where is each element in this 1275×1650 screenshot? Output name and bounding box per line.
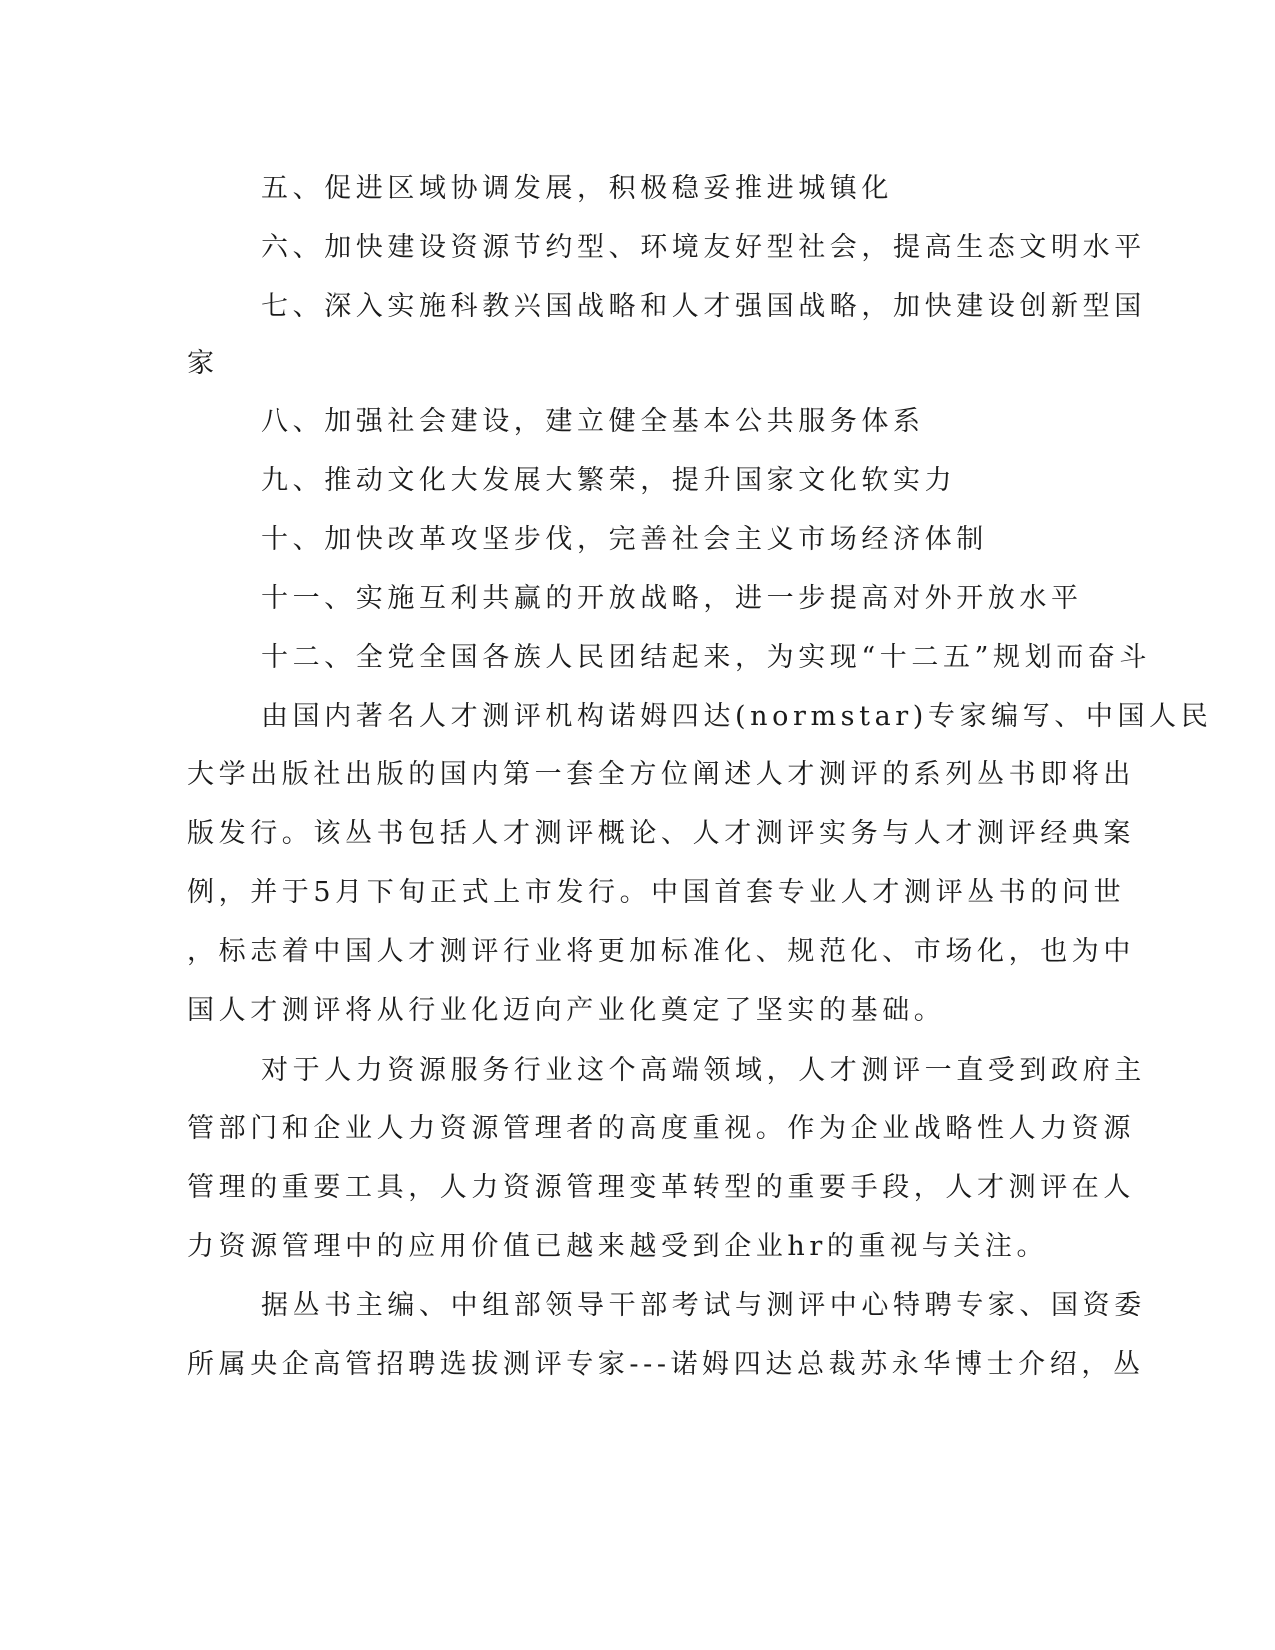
text-line-1: 五、促进区域协调发展，积极稳妥推进城镇化 [261, 173, 893, 204]
text-line-8: 十一、实施互利共赢的开放战略，进一步提高对外开放水平 [261, 583, 1083, 614]
text-line-19: 力资源管理中的应用价值已越来越受到企业hr的重视与关注。 [187, 1231, 1049, 1262]
text-line-7: 十、加快改革攻坚步伐，完善社会主义市场经济体制 [261, 524, 988, 555]
text-line-14: ，标志着中国人才测评行业将更加标准化、规范化、市场化，也为中 [187, 936, 1135, 967]
text-line-9: 十二、全党全国各族人民团结起来，为实现“十二五”规划而奋斗 [261, 642, 1152, 673]
text-line-3: 七、深入实施科教兴国战略和人才强国战略，加快建设创新型国 [261, 291, 1146, 322]
text-line-15: 国人才测评将从行业化迈向产业化奠定了坚实的基础。 [187, 995, 946, 1026]
text-line-20: 据丛书主编、中组部领导干部考试与测评中心特聘专家、国资委 [261, 1290, 1146, 1321]
text-line-21: 所属央企高管招聘选拔测评专家---诺姆四达总裁苏永华博士介绍，丛 [187, 1349, 1145, 1380]
text-line-13: 例，并于5月下旬正式上市发行。中国首套专业人才测评丛书的问世 [187, 877, 1126, 908]
text-line-16: 对于人力资源服务行业这个高端领域，人才测评一直受到政府主 [261, 1055, 1146, 1086]
text-line-5: 八、加强社会建设，建立健全基本公共服务体系 [261, 406, 925, 437]
text-line-4: 家 [187, 348, 219, 379]
text-line-17: 管部门和企业人力资源管理者的高度重视。作为企业战略性人力资源 [187, 1113, 1135, 1144]
text-line-18: 管理的重要工具，人力资源管理变革转型的重要手段，人才测评在人 [187, 1172, 1135, 1203]
text-line-12: 版发行。该丛书包括人才测评概论、人才测评实务与人才测评经典案 [187, 818, 1135, 849]
text-line-10: 由国内著名人才测评机构诺姆四达(normstar)专家编写、中国人民 [261, 701, 1213, 732]
text-line-2: 六、加快建设资源节约型、环境友好型社会，提高生态文明水平 [261, 232, 1146, 263]
text-line-11: 大学出版社出版的国内第一套全方位阐述人才测评的系列丛书即将出 [187, 759, 1135, 790]
text-line-6: 九、推动文化大发展大繁荣，提升国家文化软实力 [261, 465, 957, 496]
